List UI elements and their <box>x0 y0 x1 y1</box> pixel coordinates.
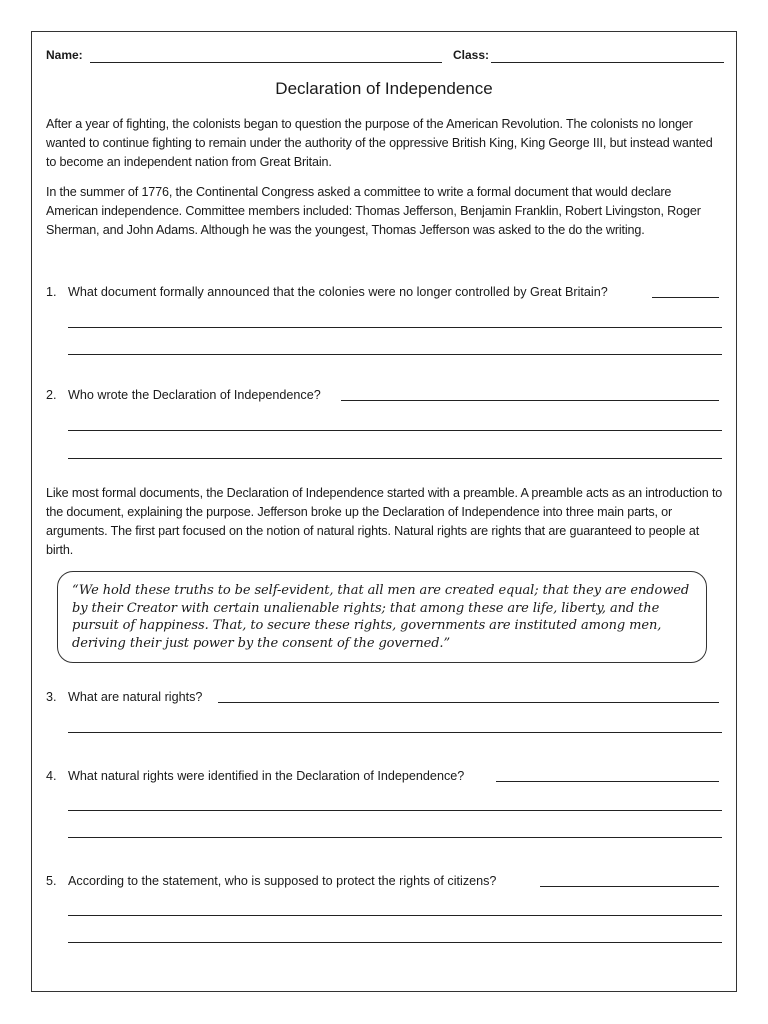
committee-paragraph: In the summer of 1776, the Continental Congress asked a committee to write a formal document that would declare American independence. Committee members included: Thomas Jefferson, Benjamin Franklin, Robert Livingston, Roger Sherman, and John Adams. Although he was the youngest, Thomas Jefferson was asked to the do the writing. <box>46 185 701 237</box>
page-title: Declaration of Independence <box>275 79 493 98</box>
answer-line[interactable] <box>68 354 722 355</box>
answer-line[interactable] <box>68 732 722 733</box>
answer-blank[interactable] <box>540 886 719 887</box>
answer-line[interactable] <box>68 837 722 838</box>
name-label: Name: <box>46 48 83 62</box>
answer-line[interactable] <box>68 430 722 431</box>
worksheet-page <box>31 31 737 992</box>
question-text: What natural rights were identified in the Declaration of Independence? <box>68 769 465 783</box>
class-field[interactable] <box>491 62 724 63</box>
answer-line[interactable] <box>68 810 722 811</box>
answer-blank[interactable] <box>341 400 719 401</box>
question-number: 3. <box>46 690 57 704</box>
question-number: 1. <box>46 285 57 299</box>
answer-blank[interactable] <box>652 297 719 298</box>
answer-line[interactable] <box>68 327 722 328</box>
answer-line[interactable] <box>68 915 722 916</box>
question-number: 5. <box>46 874 57 888</box>
name-field[interactable] <box>90 62 442 63</box>
preamble-quote: “We hold these truths to be self-evident, that all men are created equal; that they are endowed by their Creator with certain unalienable rights; that among these are life, liberty, and the pursuit of happiness. That, to secure these rights, governments are instituted among men, deriving their just power by the consent of the governed.” <box>72 583 690 651</box>
question-text: What document formally announced that the colonies were no longer controlled by Great Britain? <box>68 285 608 299</box>
answer-blank[interactable] <box>218 702 719 703</box>
question-text: According to the statement, who is supposed to protect the rights of citizens? <box>68 874 497 888</box>
answer-line[interactable] <box>68 458 722 459</box>
question-number: 2. <box>46 388 57 402</box>
preamble-paragraph: Like most formal documents, the Declaration of Independence started with a preamble. A preamble acts as an introduction to the document, explaining the purpose. Jefferson broke up the Declaration of Independence into three main parts, or arguments. The first part focused on the notion of natural rights. Natural rights are rights that are guaranteed to people at birth. <box>46 486 723 557</box>
question-text: Who wrote the Declaration of Independence? <box>68 388 321 402</box>
worksheet-header <box>46 48 726 68</box>
question-text: What are natural rights? <box>68 690 203 704</box>
preamble-quote-box <box>57 571 707 663</box>
question-number: 4. <box>46 769 57 783</box>
answer-blank[interactable] <box>496 781 719 782</box>
class-label: Class: <box>453 48 490 62</box>
answer-line[interactable] <box>68 942 722 943</box>
intro-paragraph: After a year of fighting, the colonists began to question the purpose of the American Revolution. The colonists no longer wanted to continue fighting to remain under the authority of the oppressive British King, King George III, but instead wanted to become an independent nation from Great Britain. <box>46 117 713 169</box>
